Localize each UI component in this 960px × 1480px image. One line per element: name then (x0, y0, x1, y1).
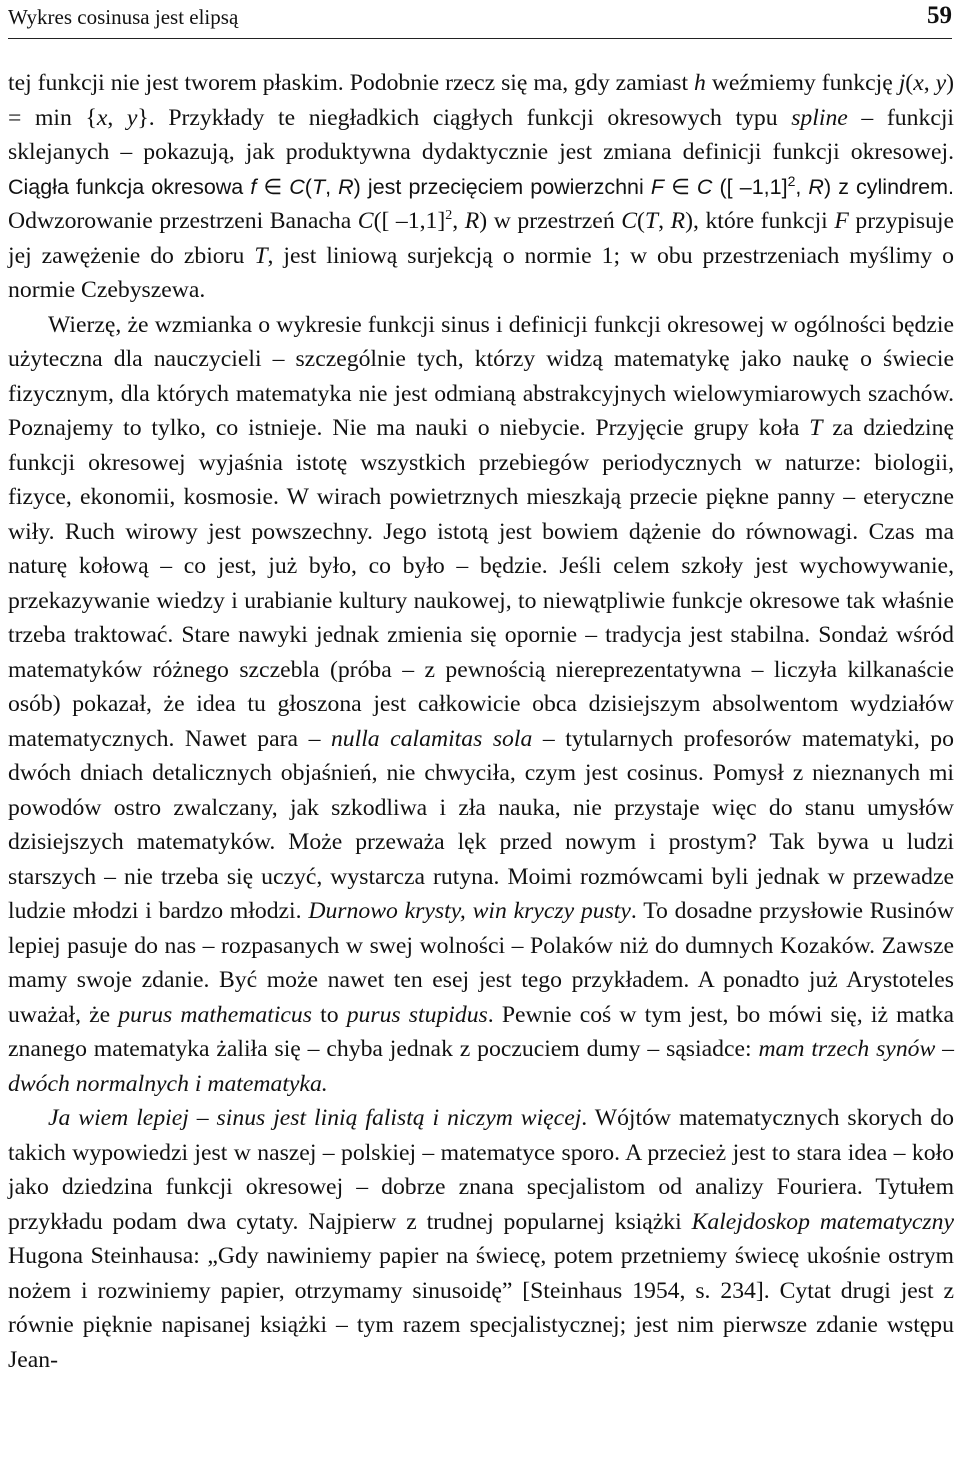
paragraph-1 (8, 66, 954, 308)
text-run: ( (905, 70, 914, 96)
math-symbol: x (913, 70, 924, 96)
text-run: Hugona Steinhausa: „Gdy nawiniemy papier na świecę, potem przetniemy świecę ukośnie ostrym nożem i rozwiniemy papier, otrzymamy sinusoidę” [Steinhaus 1954, s. 234]. Cytat drugi jest z równie pięknie napisanej książki – tym razem specjalistycznej; jest nim pierwsze zdanie wstępu Jean- (8, 1243, 954, 1373)
proverb: Durnowo krysty, win kryczy pusty (308, 898, 631, 924)
math-symbol: C (289, 174, 305, 199)
math-symbol: T (311, 174, 326, 199)
math-symbol: y (935, 70, 947, 96)
text-run: ) jest przecięciem powierzchni (353, 174, 651, 199)
math-symbol: F (834, 208, 849, 234)
math-symbol: j (898, 70, 906, 96)
paragraph-3 (8, 1101, 954, 1377)
text-run: . Pewnie coś w tym jest, bo mówi się, iż matka znanego matematyka żaliła się – chyba jednak z poczuciem dumy – sąsiadce: (8, 1001, 954, 1062)
book-title: Kalejdoskop matematyczny (691, 1208, 955, 1235)
math-symbol: T (809, 415, 823, 441)
math-symbol: x (96, 104, 108, 131)
text-run: ( (304, 174, 312, 199)
text-run: , jest liniową surjekcją o normie 1; w obu przestrzeniach myślimy o normie Czebyszewa. (8, 242, 954, 303)
text-run: . To dosadne przysłowie Rusinów lepiej pasuje do nas – rozpasanych w swej wolności – Polaków niż do dumnych Kozaków. Zawsze mamy swoje zdanie. Być może nawet ten esej jest tego przykładem. A ponadto już Arystoteles uważał, że (8, 898, 955, 1028)
math-symbol: C (621, 208, 638, 234)
text-run: ([ –1,1] (712, 174, 788, 199)
latin-phrase: purus stupidus (346, 1001, 488, 1028)
text-run: , (452, 208, 465, 234)
text-run: . Wójtów matematycznych skorych do takich wypowiedzi jest w naszej – polskiej – matematyce sporo. A przecież jest to stara idea – koło jako dziedzina funkcji okresowej – dobrze znana specjalistom od analizy Fouriera. Tytułem przykładu podam dwa cytaty. Najpierw z trudnej popularnej książki (8, 1105, 954, 1235)
text-run: Odwzorowanie przestrzeni Banacha (8, 208, 358, 234)
body-text (8, 66, 954, 1377)
text-run: }. Przykłady te niegładkich ciągłych funkcji okresowych typu (137, 104, 792, 131)
math-symbol: R (670, 208, 686, 234)
text-run: , (795, 174, 809, 199)
text-run: , (107, 104, 127, 131)
math-symbol: C (357, 208, 374, 234)
math-symbol: f (250, 174, 257, 199)
math-symbol: h (694, 70, 706, 96)
definition-sentence (8, 172, 954, 199)
superscript: 2 (445, 208, 453, 224)
superscript: 2 (787, 172, 796, 189)
page-number: 59 (927, 2, 952, 29)
math-symbol: T (254, 242, 268, 269)
text-run: ), które funkcji (685, 208, 835, 234)
text-run: , (658, 208, 671, 234)
text-run: – tytularnych profesorów matematyki, po dwóch dniach detalicznych objaśnień, nie chwyciła, czym jest cosinus. Pomysł z nieznanych mi powodów ostro zwalczany, jak szkodliwa i zła nauka, nie przystaje więc do stanu umysłów dzisiejszych matematyków. Może przeważa lęk przed nowym i prostym? Tak bywa u ludzi starszych – nie trzeba się uczyć, wystarcza rutyna. Moimi rozmówcami byli jednak w przewadze ludzie młodzi i bardzo młodzi. (8, 725, 954, 924)
text-run: ) z cylindrem. (823, 174, 954, 199)
math-symbol: R (338, 174, 354, 199)
text-run: Ciągła funkcja okresowa (8, 174, 251, 199)
quote: mam trzech synów – dwóch normalnych i matematyka. (8, 1036, 954, 1097)
text-run: ( (637, 208, 645, 234)
math-symbol: C (696, 174, 713, 199)
math-symbol: y (126, 104, 138, 131)
paragraph-2 (8, 308, 954, 1102)
text-run: przypisuje jej zawężenie do zbioru (8, 208, 955, 269)
latin-phrase: purus mathematicus (118, 1001, 312, 1028)
text-run: Wierzę, że wzmianka o wykresie funkcji sinus i definicji funkcji okresowej w ogólności będzie użyteczna dla nauczycieli – szczególnie tych, którzy widzą matematykę jako naukę o świecie fizycznym, dla których matematyka nie jest odmianą abstrakcyjnych wielowymiarowych szachów. Poznajemy to tylko, co istnieje. Nie ma nauki o niebycie. Przyjęcie grupy koła (8, 311, 954, 441)
text-run: – funkcji sklejanych – pokazują, jak produktywna dydaktycznie jest zmiana definicji funkcji okresowej. (8, 104, 954, 165)
header-title: Wykres cosinusa jest elipsą (8, 5, 239, 29)
text-run: ∈ (256, 174, 290, 199)
text-run: weźmiemy funkcję (705, 70, 899, 96)
latin-phrase: nulla calamitas sola (330, 725, 533, 752)
math-symbol: T (644, 208, 659, 234)
text-run: ([ –1,1] (373, 208, 446, 234)
italic-term: spline (791, 104, 848, 131)
text-run: tej funkcji nie jest tworem płaskim. Podobnie rzecz się ma, gdy zamiast (8, 70, 694, 96)
text-run: za dziedzinę funkcji okresowej wyjaśnia istotę wszystkich przebiegów periodycznych w naturze: biologii, fizyce, ekonomii, kosmosie. W wirach powietrznych mieszkają przecie piękne panny – eteryczne wiły. Ruch wirowy jest powszechny. Jego istotą jest bowiem dążenie do równowagi. Czas ma naturę kołową – co jest, już było, co było – będzie. Jeśli celem szkoły jest wychowywanie, przekazywanie wiedzy i urabianie kultury naukowej, to niewątpliwie funkcje okresowe tak właśnie trzeba traktować. Stare nawyki jednak zmienia się opornie – tradycja jest stabilna. Sondaż wśród matematyków różnego szczebla (próba – z pewnością niereprezentatywna – liczyła kilkanaście osób) pokazał, że idea tu głoszona jest całkowicie obca dzisiejszym absolwentom wydziałów matematycznych. Nawet para – (8, 415, 954, 752)
text-run: ∈ (664, 174, 697, 199)
quote: Ja wiem lepiej – sinus jest linią falistą i niczym więcej (48, 1105, 582, 1131)
text-run: , (325, 174, 339, 199)
math-symbol: R (808, 174, 824, 199)
text-run: , (923, 70, 936, 96)
text-run: to (311, 1001, 347, 1028)
text-run: ) w przestrzeń (479, 208, 622, 234)
text-run: ) = min { (8, 70, 954, 131)
running-header (8, 0, 952, 39)
math-symbol: R (464, 208, 480, 234)
math-symbol: F (650, 174, 664, 199)
